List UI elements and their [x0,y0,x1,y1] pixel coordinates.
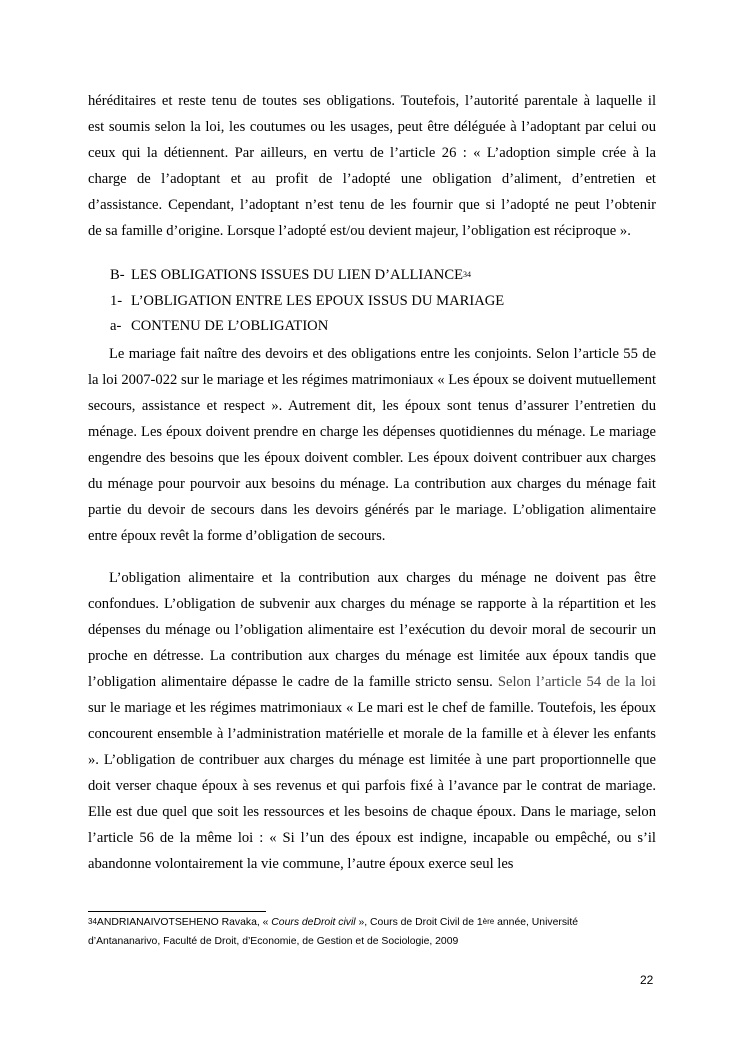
paragraph-2-part-2: Selon l’article 54 de la loi [497,674,656,690]
heading-1-text: L’OBLIGATION ENTRE LES EPOUX ISSUS DU MARIAGE [131,292,505,309]
footnote-number: 34 [88,917,97,926]
intro-line-4: charge de l’adoptant et au profit de l’adopté une obligation d’aliment, d’entretien et [88,171,656,187]
paragraph-2-part-3: sur le mariage et les régimes matrimoniaux « Le mari est le chef de famille. Toutefois, les époux concourent ensemble à l’administration matérielle et morale de la famille et à élever les enfants ». L’obligation de contribuer aux charges du ménage est limitée à une part proportionnelle que doit verser chaque époux à ses revenus et qui parfois fixé à l’avance par le contrat de mariage. Elle est due quel que soit les ressources et les besoins de chaque époux. Dans le mariage, selon l’article 56 de la même loi : « Si l’un des époux est indigne, incapable ou empêché, ou s’il abandonne volontairement la vie commune, l’autre époux exerce seul les [88,700,656,872]
heading-a [88,314,656,340]
footnote [88,913,658,951]
intro-line-3: ceux qui la détiennent. Par ailleurs, en vertu de l’article 26 : « L’adoption simple crée à la [88,145,656,161]
heading-b-number: B- [110,267,125,283]
page-number: 22 [640,973,654,987]
footnote-line-2: d’Antananarivo, Faculté de Droit, d’Economie, de Gestion et de Sociologie, 2009 [88,936,459,947]
intro-line-1: héréditaires et reste tenu de toutes ses obligations. Toutefois, l’autorité parentale à laquelle il [88,93,656,109]
heading-1-number: 1- [110,292,123,309]
heading-b-text: LES OBLIGATIONS ISSUES DU LIEN D’ALLIANCE [131,267,463,283]
intro-line-2: est soumis selon la loi, les coutumes ou les usages, peut être déléguée à l’adoptant par celui ou [88,119,656,135]
paragraph-2 [88,565,656,877]
section-headings [88,263,656,340]
footnote-after-title: », Cours de Droit Civil de 1 [358,917,483,928]
paragraph-2-block [88,565,656,877]
heading-a-text: CONTENU DE L’OBLIGATION [131,318,329,334]
footnote-superscript: ère [482,917,495,926]
paragraph-1-block [88,341,656,549]
heading-a-number: a- [110,318,122,334]
footnote-rest: année, Université [494,917,578,928]
footnote-reference-34: 34 [463,270,471,279]
footnote-separator [88,911,266,912]
intro-line-6: de sa famille d’origine. Lorsque l’adopté est/ou devient majeur, l’obligation est réciproque ». [88,223,631,239]
paragraph-2-part-1: L’obligation alimentaire et la contribution aux charges du ménage ne doivent pas être confondues. L’obligation de subvenir aux charges du ménage se rapporte à la répartition et les dépenses du ménage ou l’obligation alimentaire est l’exécution du devoir moral de secourir un proche en détresse. La contribution aux charges du ménage est limitée aux époux tandis que l’obligation alimentaire dépasse le cadre de la famille stricto sensu. [88,570,656,690]
heading-b [88,263,656,289]
intro-paragraph [88,88,656,244]
intro-line-5: d’assistance. Cependant, l’adoptant n’est tenu de les fournir que si l’adopté ne peut l’obtenir [88,197,656,213]
heading-1 [88,289,656,315]
footnote-title: Cours deDroit civil [271,917,356,928]
footnote-author: ANDRIANAIVOTSEHENO Ravaka, « [96,917,269,928]
paragraph-1: Le mariage fait naître des devoirs et des obligations entre les conjoints. Selon l’article 55 de la loi 2007-022 sur le mariage et les régimes matrimoniaux « Les époux se doivent mutuellement secours, assistance et respect ». Autrement dit, les époux sont tenus d’assurer l’entretien du ménage. Les époux doivent prendre en charge les dépenses quotidiennes du ménage. Le mariage engendre des besoins que les époux doivent combler. Les époux doivent contribuer aux charges du ménage pour pourvoir aux besoins du ménage. La contribution aux charges du ménage fait partie du devoir de secours dans les devoirs générés par le mariage. L’obligation alimentaire entre époux revêt la forme d’obligation de secours. [88,346,656,544]
footnote-line-1 [88,913,658,932]
